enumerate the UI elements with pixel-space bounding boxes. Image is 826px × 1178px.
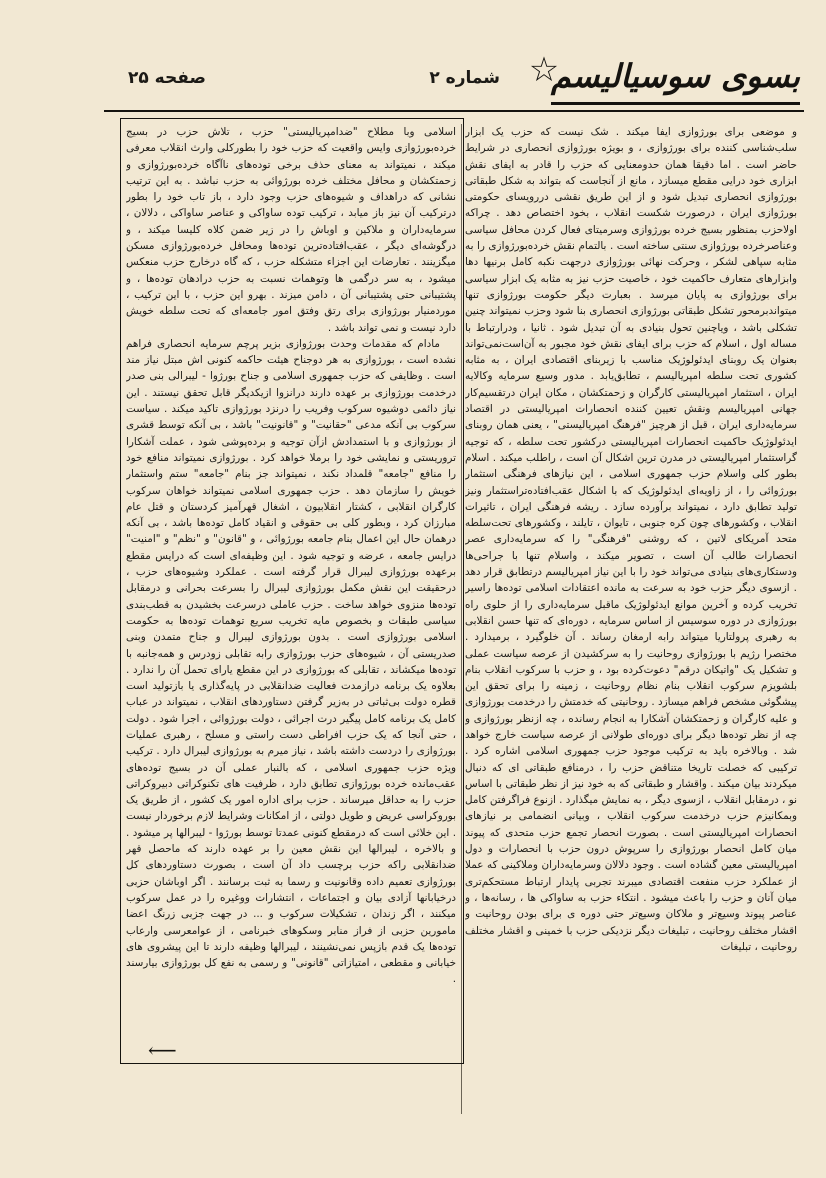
paragraph: مادام که مقدمات وحدت بورژوازی بزیر پرچم سرمایه انحصاری فراهم نشده است ، بورژوازی به هر دوجناح هیئت حاکمه کنونی اش مبتل نیاز مند است . وظایفی که حزب جمهوری اسلامی و جناح بورژوا - لیبرالی بنی صدر درخدمت بورژوازی بر عهده دارند درانزوا ازیکدیگر قابل تحقق نیستند . این نیاز دائمی دوشیوه سرکوب وفریب را درنزد بورژوازی تاکید میکند . سیاست سرکوب بی آنکه مدعی "حقانیت" و "قانونیت" باشد ، بی آنکه توسط قشری از بورژوازی و با استمدادش ازآن توجیه و برده‌پوشی شود ، عملت آشکارا تروریستی و نمایشی خود را برملا خواهد کرد . بورژوازی نمیتواند منافع خود را منافع "جامعه" قلمداد نکند ، نمیتواند جز بنام "جامعه" ستم واستثمار خویش را سازمان دهد . حزب جمهوری اسلامی نمیتواند خواهان سرکوب کارگران انقلابی ، کشتار انقلابیون ، اشغال قهرآمیز کردستان و قتل عام مبارزان کرد ، وبطور کلی بی حقوقی و انقیاد کامل توده‌ها باشد ، بی آنکه درهمان حال این اعمال بنام جامعه بورژوائی ، و "قانون" و "نظم" و "امنیت" درایس جامعه ، عرضه و توجیه شود . این وظیفه‌ای است که درایس مقطع برعهده بورژوازی لیبرال قرار گرفته است . عملکرد وشیوه‌های حزب ، درحقیقت این نقش مکمل بورژوازی لیبرال را بسرعت بحرانی و درمقابل توده‌ها منزوی خواهد ساخت . حزب عاملی درسرعت بخشیدن به قطب‌بندی سیاسی طبقات و بخصوص مایه تخریب سریع توهمات توده‌ها به حکومت اسلامی بورژوازی است . بدون بورژوازی لیبرال و جناح متمدن وبنی صدریستی آن ، شیوه‌های حزب بورژوازی رابه تقابلی زودرس و همه‌جانبه با توده‌ها میکشاند ، تقابلی که بورژوازی در این مقطع یارای تحمل آن را ندارد . بعلاوه یک برنامه درازمدت فعالیت ضدانقلابی در پایه‌گذاری یا بازتولید است قطره دولت بی‌ثباتی در به‌زیر گرفتن دستاوردهای انقلاب ، نمیتواند در عباب کامل یک برنامه کامل پیگیر درت اجرائی ، دولت بورژوائی ، اجرا شود . دولت ، حتی آنجا که یک حزب افراطی دست راستی و مسلح ، رهبری عملیات بورژوازی را دردست داشته باشد ، نیاز میرم به بورژوازی لیبرال دارد . ترکیب ویژه حزب جمهوری اسلامی ، که بالنبار عملی آن در بسیج توده‌های عقب‌مانده خرده بورژوازی تطابق دارد ، ظرفیت های تکنوکراتی دبیروکراتی حزب را به حداقل میرساند . حزب برای اداره امور یک کشور ، از طریق یک بوروکراسی عریض و طویل دولتی ، از امکانات وشرایط لازم برخوردار نیست . این خلائی است که درمقطع کنونی عمدتا توسط بورژوا - لیبرالها پر میشود . و بالاخره ، لیبرالها این نقش معین را بر عهده دارند که ماحصل قهر ضدانقلابی راکه حزب برچسب داد آن است ، بصورت دستاوردهای کل بورژوازی تعمیم داده وقانونیت و رسما به ثبت برسانند . اگر اوباشان حزبی درخیابانها آزادی بیان و اجتماعات ، انتشارات ووغیره را در عمل سرکوب میکنند ، اگر زندان ، تشکیلات سرکوب و ... در جهت جزبی زرنگ اعضا مامورین حزبی از فراز منابر وسکوهای خبرنامی ، از عوامعرسی وارعاب توده‌ها یک قدم بازپس نمی‌نشینند ، لیبرالها وظیفه دارند تا این پیشروی های خیابانی و مقطعی ، امتیازاتی "قانونی" و رسمی به نفع کل بورژوازی بیارسند . — [126, 337, 456, 986]
page-number: صفحه ۲۵ — [128, 68, 206, 88]
paragraph: و موضعی برای بورژوازی ایفا میکند . شک نیست که حزب یک ابزار سلب‌شناسی کننده برای بورژوازی ، و بویژه بورژوازی انحصاری در شرایط حاضر است . اما دقیقا همان حدومعنایی که حزب را قادر به ایفای نقش ابزاری خود درایی مقطع میسازد ، مانع از آنجاست که بتواند به شکل طبقاتی بورژوازی انحصاری تبدیل شود و از این طریق نقشی دررویسای حکومتی بورژوازی ایران ، درصورت شکست انقلاب ، بخود اختصاص دهد . چراکه اولاحزب بمنظور بسیج خرده بورژوازی وسرمیتای فعال کردن محافل سیاسی وعناصرخرده بورژوازی سنتی ساخته است . بالتمام نقش خرده‌بورژوازی را به مثابه سپاهی لشکر ، وحرکت نهائی بورژوازی درجهت نکبه کامل برنیها دها وابزارهای متعارف حاکمیت خود ، خاصیت حزب نیز به مثابه یک ابزار سیاسی برای بورژوازی به پایان میرسد . بعبارت دیگر حکومت بورژوازی تنها میتواندبرمحور تشکل طبقاتی بورژوازی انحصاری بنا شود وحزب نمیتواند چنین تشکلی باشد ، ویاچنین تحول بنیادی به آن تبدیل شود . ثانیا ، ودرارتباط با مساله اول ، اسلام که حزب برای ایفای نقش خود مجبور به آن‌است‌نمی‌تواند بعنوان یک روبنای ایدئولوژیک مناسب با زیربنای اقتصادی ایران ، به مثابه کشوری تحت سلطه امپریالیسم ، تطابق‌یابد . مدور وسیع سرمایه وکالایه ایران ، استثمار امپریالیستی کارگران و زحمتکشان ، مکان ایران درتقسیم‌کار جهانی امپریالیسم ونقش تعیین کننده انحصارات امپریالیستی در اقتصاد سرمایه‌داری ایران ، قبل از هرچیز "فرهنگ امپریالیستی" ، یعنی همان روبنای ایدئولوژیک حاکمیت انحصارات امپریالیستی درکشور تحت سلطه ، که توجیه گراستثمار امپریالیستی در مدرن ترین اشکال آن است ، راطلب میکند . اسلام بطور کلی واسلام حزب جمهوری اسلامی ، این نیازهای فرهنگی استثمار بورژوائی را ، از زاویه‌ای ایدئولوژیک که با اشکال عقب‌افتاده‌تراستثمار ونیز تولید تطابق دارد ، نمیتواند برآورده سازد . ریشه فرهنگی ایران ، تاثیرات انقلاب ، وکشورهای چون کره جنوبی ، تایوان ، تایلند ، وکشورهای تحت‌سلطه متحد آمریکای لاتین ، که روشنی "فرهنگی" را که سرمایه‌داری عصر انحصارات طالب آن است ، تصویر میکند ، واسلام تنها با جراحی‌ها ودستکاری‌های بنیادی می‌تواند خود را با این نیاز امپریالیسم درتطابق قرار دهد . ازسوی دیگر حزب خود به سرعت به مانده اعتقادات اسلامی توده‌ها راسیر تخریب کرده و آخرین موانع ایدئولوژیک ماقبل سرمایه‌داری را از حلوی راه بورژوازی در دوره سوسیس از اساس سرمایه ، دوره‌ای که تنها حسن انقلابی به رهبری پرولتاریا میتواند رابه ارمغان رساند . آن خلوگیرد ، برمیدارد . مختصرا رژیم با بورژوازی روحانیت را به سرکشیدن از عرصه سیاست عملی و تشکیل یک "واتیکان درقم" دعوت‌کرده بود ، و حزب با سرکوب انقلاب بنام بلشویزم سرکوب انقلاب بنام نظام روحانیت ، زمینه را برای تحقق این پیشگوئی مشخص فراهم میسازد . روحانیتی که خدمتش را درخدمت بورژوازی و علیه کارگران و زحمتکشان آشکارا به انجام رسانده ، چه ازنظر بورژوازی و چه از نظر توده‌ها دیگر برای دوره‌ای طولانی از عرصه سیاست خارج خواهد شد . وبالاخره باید به ترکیب موجود حزب جمهوری اسلامی اشاره کرد . ترکیبی که خصلت تاریخا متناقض حزب را ، درمنافع طبقاتی ای که دنبال میکردند بیان میکند . واقشار و طبقاتی که به خود نیز از نظر طبقاتی با اساس نو ، درمقابل انقلاب ، ازسوی دیگر ، به نمایش میگذارد . ازنوع فراگرفتن کامل وبمکانیزم حزب درخدمت سرکوب انقلاب ، وبیانی انضمامی بر نیازهای انحصارات امپریالیستی است . بصورت انحصار تجمع حزب متحدی که پیوند میان کامل انحصار بورژوازی را سرپوش درون حزب با انحصارات و دول امپریالیستی معین گشاده است . وجود دلالان وسرمایه‌داران وملاکینی که عملا از عملکرد حزب منفعت اقتصادی میبرند تجربی پایدار ارتباط مستحکم‌تری میان آنان و حزب را باعث میشود . انتکاء حزب به ساواکی ها ، رسانه‌ها ، و عناصر پیوند وسیع‌تر و ملاکان وسیع‌تر حتی دوره ی برای بودن روحانیت و اقشار مختلف روحانیت ، تبلیغات دیگر نزدیکی حزب با خمینی و اقشار مختلف روحانیت ، تبلیغات — [465, 126, 797, 953]
star-icon: ☆ — [528, 50, 560, 90]
paragraph: اسلامی وبا مطلاح "ضدامپریالیستی" حزب ، تلاش حزب در بسیج خرده‌بورژوازی وایس واقعیت که حزب خود را بطورکلی وارث انقلاب معرفی میکند ، نمیتواند به معنای حذف برخی توده‌های ناآگاه خرده‌بورژوازی و زحمتکشان و محافل مختلف خرده بورژوائی به حزب نباشد . به این ترتیب نشانی که دراهداف و شیوه‌های حزب وجود دارد ، باز تاب خود را بطور درترکیب آن نیز باز میابد ، ترکیب توده ساواکی و عناصر ساواکی ، دلالان ، سرمایه‌داران و ملاکین و اوباش را در زیر ضمن کلاه کلیسا میکند ، و درگوشه‌ای دیگر ، عقب‌افتاده‌ترین توده‌ها ومحافل خرده‌بورژوازی مسکن میگزینند . تعارضات این اجزاء متشکله حزب ، که گاه درخارج حزب منعکس میشود ، به سر درگمی ها وتوهمات نسبت به حزب درادهان توده‌ها ، و پشتیبانی حتی پشتیبانی آن ، دامن میزند . بهرو این حزب ، با این ترکیب ، موردمنیار بورژوازی برای رتق وفتق امور جامعه‌ای که تحت سلطه خویش دارد نیست و نمی تواند باشد . — [126, 126, 456, 334]
header-rule — [104, 110, 804, 112]
masthead — [100, 40, 800, 112]
publication-logo: بسوی سوسیالیسم — [551, 54, 800, 105]
article-left-column — [126, 124, 456, 1044]
issue-number: شماره ۲ — [429, 68, 500, 88]
left-arrow-icon: ⟵ — [148, 1038, 177, 1062]
article-right-column — [465, 124, 797, 1114]
